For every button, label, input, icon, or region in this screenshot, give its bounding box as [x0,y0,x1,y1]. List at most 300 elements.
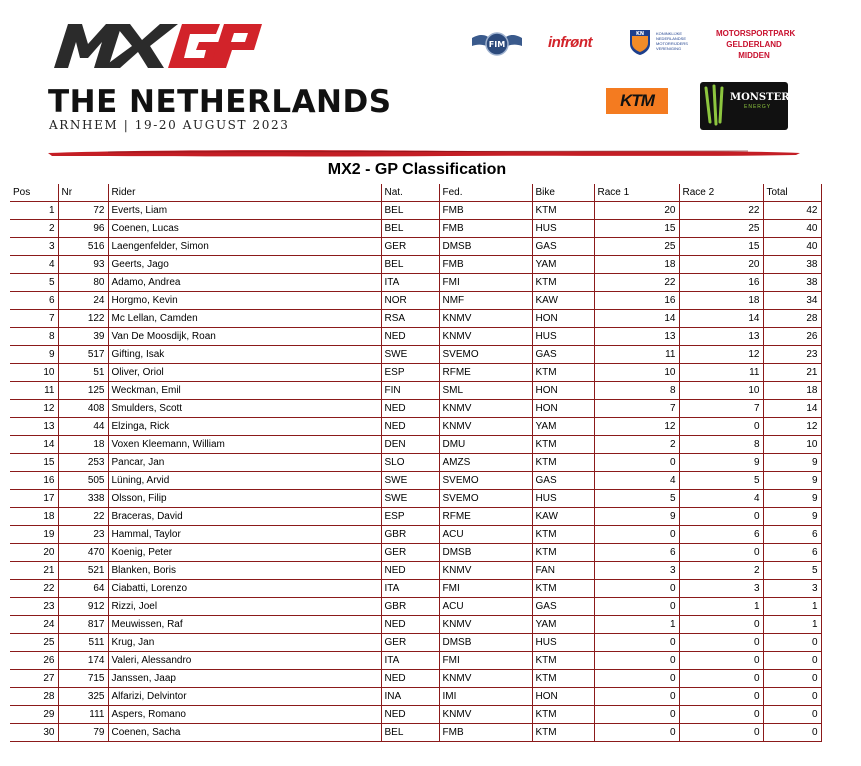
ktm-logo: KTM [606,88,668,114]
cell-nat: ITA [381,580,439,598]
cell-pos: 1 [10,202,58,220]
cell-nat: ITA [381,274,439,292]
cell-race2: 9 [679,454,763,472]
cell-total: 26 [763,328,821,346]
cell-pos: 30 [10,724,58,742]
cell-total: 23 [763,346,821,364]
cell-nr: 22 [58,508,108,526]
cell-rider: Alfarizi, Delvintor [108,688,381,706]
motorsportpark-logo [716,28,796,61]
cell-nr: 44 [58,418,108,436]
cell-race1: 0 [594,688,679,706]
cell-nr: 80 [58,274,108,292]
fim-logo [470,28,524,60]
cell-race2: 10 [679,382,763,400]
cell-rider: Olsson, Filip [108,490,381,508]
cell-bike: KTM [532,364,594,382]
cell-pos: 15 [10,454,58,472]
cell-nat: RSA [381,310,439,328]
cell-bike: HUS [532,220,594,238]
cell-nat: BEL [381,220,439,238]
col-race1: Race 1 [594,184,679,202]
cell-total: 10 [763,436,821,454]
col-race2: Race 2 [679,184,763,202]
cell-pos: 24 [10,616,58,634]
cell-bike: FAN [532,562,594,580]
table-row [10,220,821,238]
cell-total: 1 [763,616,821,634]
table-row [10,598,821,616]
cell-pos: 9 [10,346,58,364]
table-row [10,688,821,706]
cell-total: 14 [763,400,821,418]
cell-rider: Coenen, Sacha [108,724,381,742]
cell-total: 9 [763,454,821,472]
cell-total: 28 [763,310,821,328]
cell-fed: KNMV [439,706,532,724]
cell-rider: Blanken, Boris [108,562,381,580]
table-row [10,292,821,310]
fim-text: FIM [488,40,506,49]
cell-race2: 14 [679,310,763,328]
cell-pos: 5 [10,274,58,292]
cell-fed: FMI [439,580,532,598]
infront-logo: infrønt [548,34,592,51]
cell-nr: 408 [58,400,108,418]
cell-nr: 39 [58,328,108,346]
cell-race1: 0 [594,580,679,598]
cell-total: 42 [763,202,821,220]
cell-race2: 1 [679,598,763,616]
cell-nat: GER [381,544,439,562]
cell-nat: FIN [381,382,439,400]
table-row [10,508,821,526]
table-row [10,256,821,274]
cell-total: 0 [763,706,821,724]
cell-pos: 26 [10,652,58,670]
table-row [10,490,821,508]
cell-nat: INA [381,688,439,706]
cell-fed: NMF [439,292,532,310]
cell-total: 0 [763,652,821,670]
cell-nr: 24 [58,292,108,310]
cell-race1: 0 [594,652,679,670]
cell-race2: 15 [679,238,763,256]
cell-nr: 912 [58,598,108,616]
table-row [10,346,821,364]
cell-total: 9 [763,508,821,526]
table-row [10,580,821,598]
cell-nr: 79 [58,724,108,742]
cell-rider: Horgmo, Kevin [108,292,381,310]
cell-total: 0 [763,724,821,742]
cell-bike: GAS [532,598,594,616]
cell-bike: KTM [532,706,594,724]
cell-nr: 96 [58,220,108,238]
cell-nr: 64 [58,580,108,598]
energy-text: ENERGY [744,104,772,110]
cell-race2: 0 [679,724,763,742]
classification-table [10,184,822,742]
cell-bike: KTM [532,544,594,562]
cell-bike: KTM [532,652,594,670]
cell-race1: 0 [594,634,679,652]
cell-fed: FMI [439,652,532,670]
cell-race1: 0 [594,526,679,544]
cell-bike: YAM [532,256,594,274]
cell-total: 38 [763,274,821,292]
cell-fed: SVEMO [439,490,532,508]
cell-nat: SWE [381,472,439,490]
cell-rider: Braceras, David [108,508,381,526]
table-row [10,544,821,562]
cell-race1: 12 [594,418,679,436]
cell-pos: 19 [10,526,58,544]
cell-nat: ESP [381,508,439,526]
cell-fed: DMSB [439,544,532,562]
cell-pos: 18 [10,508,58,526]
cell-race1: 3 [594,562,679,580]
cell-race1: 25 [594,238,679,256]
col-nr: Nr [58,184,108,202]
park-line-1: MOTORSPORTPARK [716,29,796,38]
cell-fed: KNMV [439,616,532,634]
cell-race1: 2 [594,436,679,454]
cell-nat: GBR [381,526,439,544]
cell-total: 6 [763,544,821,562]
cell-rider: Voxen Kleemann, William [108,436,381,454]
col-pos: Pos [10,184,58,202]
cell-fed: FMB [439,724,532,742]
cell-total: 0 [763,634,821,652]
divider-brushstroke [48,148,800,158]
cell-bike: KTM [532,454,594,472]
cell-nr: 111 [58,706,108,724]
cell-rider: Coenen, Lucas [108,220,381,238]
cell-rider: Koenig, Peter [108,544,381,562]
table-row [10,310,821,328]
table-row [10,454,821,472]
cell-bike: HUS [532,328,594,346]
cell-fed: KNMV [439,562,532,580]
cell-nat: BEL [381,724,439,742]
table-row [10,670,821,688]
cell-race2: 11 [679,364,763,382]
cell-rider: Pancar, Jan [108,454,381,472]
cell-race1: 18 [594,256,679,274]
cell-race2: 0 [679,652,763,670]
cell-nat: DEN [381,436,439,454]
cell-pos: 12 [10,400,58,418]
cell-rider: Ciabatti, Lorenzo [108,580,381,598]
cell-fed: SML [439,382,532,400]
cell-nat: NED [381,706,439,724]
cell-nr: 338 [58,490,108,508]
cell-pos: 22 [10,580,58,598]
table-row [10,328,821,346]
cell-pos: 25 [10,634,58,652]
cell-nat: ESP [381,364,439,382]
cell-nat: SWE [381,346,439,364]
cell-race2: 0 [679,616,763,634]
table-row [10,706,821,724]
cell-race1: 0 [594,454,679,472]
col-fed: Fed. [439,184,532,202]
cell-bike: HON [532,310,594,328]
cell-race2: 0 [679,418,763,436]
cell-nat: NED [381,616,439,634]
cell-race1: 20 [594,202,679,220]
cell-bike: HON [532,400,594,418]
table-row [10,400,821,418]
cell-total: 40 [763,220,821,238]
cell-rider: Geerts, Jago [108,256,381,274]
cell-race1: 16 [594,292,679,310]
cell-rider: Elzinga, Rick [108,418,381,436]
svg-text:KN: KN [635,31,645,37]
cell-race1: 22 [594,274,679,292]
cell-race1: 0 [594,598,679,616]
cell-nr: 253 [58,454,108,472]
cell-bike: KAW [532,292,594,310]
cell-total: 18 [763,382,821,400]
cell-pos: 16 [10,472,58,490]
mxgp-logo [48,18,266,70]
cell-pos: 27 [10,670,58,688]
cell-rider: Mc Lellan, Camden [108,310,381,328]
cell-race1: 14 [594,310,679,328]
cell-fed: FMB [439,256,532,274]
cell-bike: HUS [532,490,594,508]
cell-race2: 6 [679,526,763,544]
cell-nr: 122 [58,310,108,328]
cell-race1: 0 [594,706,679,724]
cell-total: 6 [763,526,821,544]
cell-fed: DMU [439,436,532,454]
cell-nr: 817 [58,616,108,634]
cell-nat: NED [381,562,439,580]
cell-bike: KTM [532,436,594,454]
cell-pos: 20 [10,544,58,562]
cell-pos: 21 [10,562,58,580]
cell-rider: Valeri, Alessandro [108,652,381,670]
cell-fed: FMI [439,274,532,292]
table-row [10,238,821,256]
knmv-logo [628,28,652,56]
cell-race1: 11 [594,346,679,364]
cell-pos: 10 [10,364,58,382]
cell-fed: KNMV [439,310,532,328]
cell-nat: BEL [381,202,439,220]
cell-race2: 0 [679,670,763,688]
cell-total: 40 [763,238,821,256]
cell-bike: YAM [532,616,594,634]
table-row [10,274,821,292]
table-row [10,436,821,454]
cell-pos: 8 [10,328,58,346]
cell-total: 38 [763,256,821,274]
cell-race2: 4 [679,490,763,508]
cell-fed: RFME [439,508,532,526]
cell-bike: KTM [532,670,594,688]
cell-rider: Lüning, Arvid [108,472,381,490]
cell-pos: 3 [10,238,58,256]
cell-race1: 5 [594,490,679,508]
cell-total: 9 [763,472,821,490]
cell-race2: 20 [679,256,763,274]
col-bike: Bike [532,184,594,202]
col-nat: Nat. [381,184,439,202]
cell-race1: 9 [594,508,679,526]
cell-nr: 521 [58,562,108,580]
table-header-row [10,184,821,202]
cell-total: 1 [763,598,821,616]
cell-race1: 4 [594,472,679,490]
cell-fed: ACU [439,526,532,544]
cell-rider: Krug, Jan [108,634,381,652]
cell-race2: 22 [679,202,763,220]
event-subtitle: ARNHEM | 19-20 AUGUST 2023 [49,118,290,132]
cell-total: 34 [763,292,821,310]
cell-nat: NOR [381,292,439,310]
cell-total: 5 [763,562,821,580]
cell-fed: ACU [439,598,532,616]
cell-nat: NED [381,670,439,688]
event-title: THE NETHERLANDS [48,84,392,120]
cell-nat: NED [381,400,439,418]
table-row [10,616,821,634]
cell-pos: 4 [10,256,58,274]
cell-rider: Hammal, Taylor [108,526,381,544]
cell-fed: IMI [439,688,532,706]
cell-nr: 72 [58,202,108,220]
cell-bike: GAS [532,346,594,364]
cell-rider: Rizzi, Joel [108,598,381,616]
cell-bike: KTM [532,274,594,292]
cell-bike: KTM [532,202,594,220]
cell-pos: 28 [10,688,58,706]
cell-bike: KTM [532,724,594,742]
table-row [10,382,821,400]
cell-fed: AMZS [439,454,532,472]
cell-pos: 17 [10,490,58,508]
table-row [10,652,821,670]
cell-race1: 10 [594,364,679,382]
cell-total: 0 [763,670,821,688]
cell-nr: 470 [58,544,108,562]
park-line-2: GELDERLAND [726,40,782,49]
cell-race2: 3 [679,580,763,598]
cell-pos: 2 [10,220,58,238]
table-row [10,364,821,382]
page-header [0,0,861,160]
cell-fed: FMB [439,202,532,220]
cell-bike: KTM [532,580,594,598]
cell-fed: DMSB [439,238,532,256]
park-line-3: MIDDEN [738,51,770,60]
cell-nr: 715 [58,670,108,688]
cell-total: 12 [763,418,821,436]
table-row [10,418,821,436]
cell-rider: Aspers, Romano [108,706,381,724]
cell-fed: KNMV [439,418,532,436]
cell-bike: KTM [532,526,594,544]
cell-fed: RFME [439,364,532,382]
cell-race1: 8 [594,382,679,400]
cell-bike: HUS [532,634,594,652]
cell-fed: KNMV [439,328,532,346]
table-row [10,634,821,652]
knmv-text: KONINKLIJKE NEDERLANDSE MOTORRIJDERS VERENIGING [656,31,688,51]
cell-rider: Everts, Liam [108,202,381,220]
cell-pos: 14 [10,436,58,454]
cell-fed: FMB [439,220,532,238]
cell-pos: 29 [10,706,58,724]
cell-pos: 7 [10,310,58,328]
cell-nr: 125 [58,382,108,400]
cell-fed: SVEMO [439,346,532,364]
cell-race2: 13 [679,328,763,346]
cell-rider: Gifting, Isak [108,346,381,364]
table-row [10,472,821,490]
cell-nat: NED [381,328,439,346]
table-row [10,202,821,220]
cell-race2: 12 [679,346,763,364]
cell-total: 9 [763,490,821,508]
cell-nat: BEL [381,256,439,274]
classification-title: MX2 - GP Classification [327,161,507,178]
col-rider: Rider [108,184,381,202]
cell-nr: 325 [58,688,108,706]
cell-race2: 0 [679,688,763,706]
cell-nr: 517 [58,346,108,364]
cell-nr: 51 [58,364,108,382]
cell-bike: GAS [532,472,594,490]
cell-rider: Weckman, Emil [108,382,381,400]
cell-nat: GER [381,238,439,256]
cell-race1: 0 [594,724,679,742]
cell-pos: 11 [10,382,58,400]
cell-total: 3 [763,580,821,598]
cell-race1: 7 [594,400,679,418]
cell-nat: ITA [381,652,439,670]
cell-rider: Laengenfelder, Simon [108,238,381,256]
cell-rider: Van De Moosdijk, Roan [108,328,381,346]
cell-race2: 7 [679,400,763,418]
cell-bike: YAM [532,418,594,436]
table-row [10,724,821,742]
cell-race2: 0 [679,508,763,526]
cell-fed: SVEMO [439,472,532,490]
cell-fed: DMSB [439,634,532,652]
table-body [10,202,821,742]
cell-rider: Oliver, Oriol [108,364,381,382]
cell-nat: NED [381,418,439,436]
cell-race2: 2 [679,562,763,580]
cell-pos: 13 [10,418,58,436]
cell-bike: KAW [532,508,594,526]
cell-bike: HON [532,382,594,400]
monster-text: MONSTER [730,92,790,103]
cell-race2: 0 [679,634,763,652]
cell-total: 21 [763,364,821,382]
cell-fed: KNMV [439,400,532,418]
cell-nat: SWE [381,490,439,508]
cell-pos: 23 [10,598,58,616]
cell-race1: 6 [594,544,679,562]
cell-nr: 18 [58,436,108,454]
cell-nr: 174 [58,652,108,670]
